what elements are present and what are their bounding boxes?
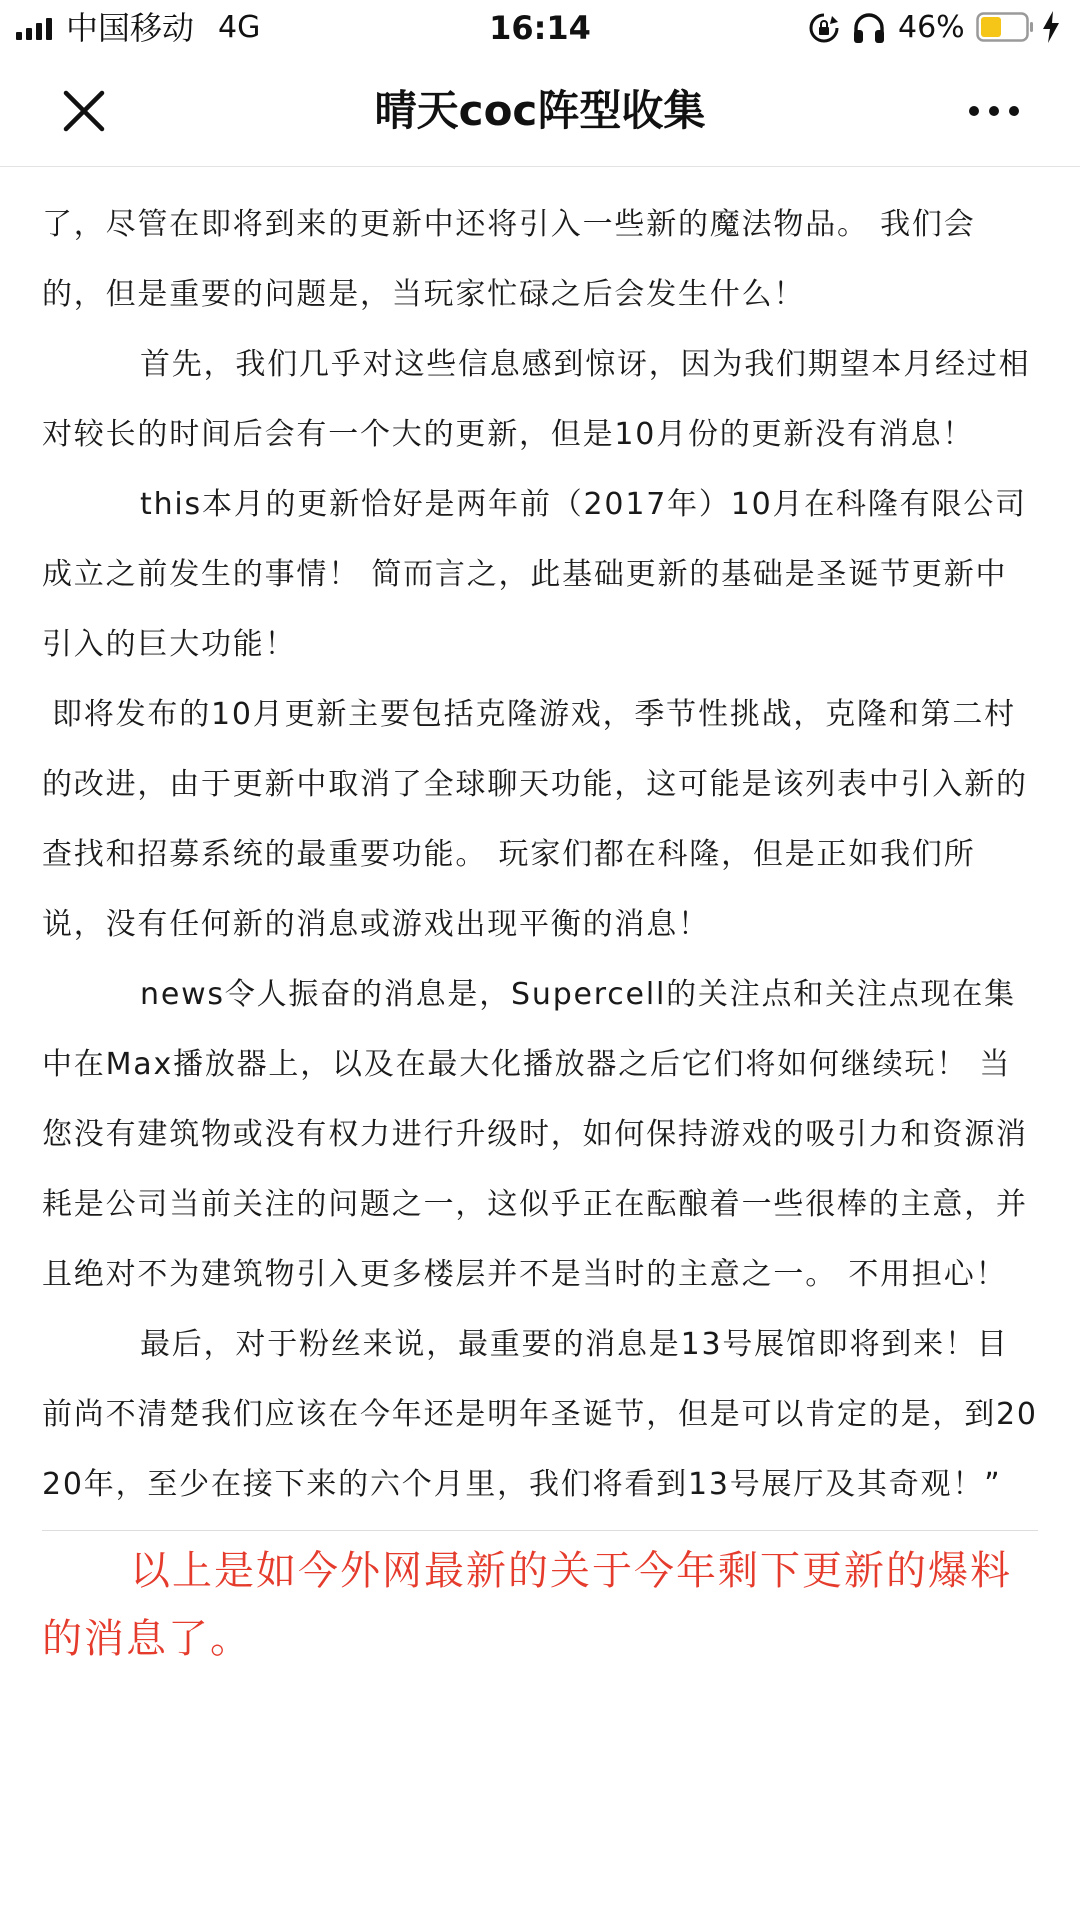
divider [42,1530,1038,1531]
paragraph: 即将发布的10月更新主要包括克隆游戏，季节性挑战，克隆和第二村的改进，由于更新中取消了全球聊天功能，这可能是该列表中引入新的查找和招募系统的最重要功能。 玩家们都在科隆，但是正如我们所说，没有任何新的消息或游戏出现平衡的消息！ [42,697,1028,942]
status-time: 16:14 [489,9,591,47]
close-icon [56,83,112,139]
paragraph: this本月的更新恰好是两年前（2017年）10月在科隆有限公司成立之前发生的事情！ 简而言之，此基础更新的基础是圣诞节更新中引入的巨大功能！ [42,487,1027,662]
paragraph: 最后，对于粉丝来说，最重要的消息是13号展馆即将到来！目前尚不清楚我们应该在今年还是明年圣诞节，但是可以肯定的是，到2020年，至少在接下来的六个月里，我们将看到13号展厅及其奇观！” [42,1327,1038,1502]
paragraph: 了，尽管在即将到来的更新中还将引入一些新的魔法物品。 我们会的，但是重要的问题是，当玩家忙碌之后会发生什么！ [42,207,976,312]
network-type: 4G [218,10,261,45]
carrier-name: 中国移动 [66,9,195,47]
close-button[interactable] [56,83,112,139]
page-title: 晴天coc阵型收集 [374,86,706,135]
status-bar [0,0,1080,56]
battery-icon [976,12,1034,42]
battery-fill [981,17,1001,37]
headphones-icon [852,12,886,44]
highlight-text: 以上是如今外网最新的关于今年剩下更新的爆料的消息了。 [42,1548,1012,1662]
paragraph: 首先，我们几乎对这些信息感到惊讶，因为我们期望本月经过相对较长的时间后会有一个大的更新，但是10月份的更新没有消息！ [42,347,1031,452]
article-body [42,190,1038,1673]
nav-bar [0,56,1080,167]
more-icon [966,94,1022,128]
rotation-lock-icon [808,12,840,44]
battery-percent: 46% [898,10,965,45]
paragraph: news令人振奋的消息是，Supercell的关注点和关注点现在集中在Max播放器上，以及在最大化播放器之后它们将如何继续玩！ 当您没有建筑物或没有权力进行升级时，如何保持游戏的吸引力和资源消耗是公司当前关注的问题之一，这似乎正在酝酿着一些很棒的主意，并且绝对不为建筑物引入更多楼层并不是当时的主意之一。 不用担心！ [42,977,1028,1292]
charging-icon [1040,10,1062,44]
more-button[interactable] [966,94,1022,128]
